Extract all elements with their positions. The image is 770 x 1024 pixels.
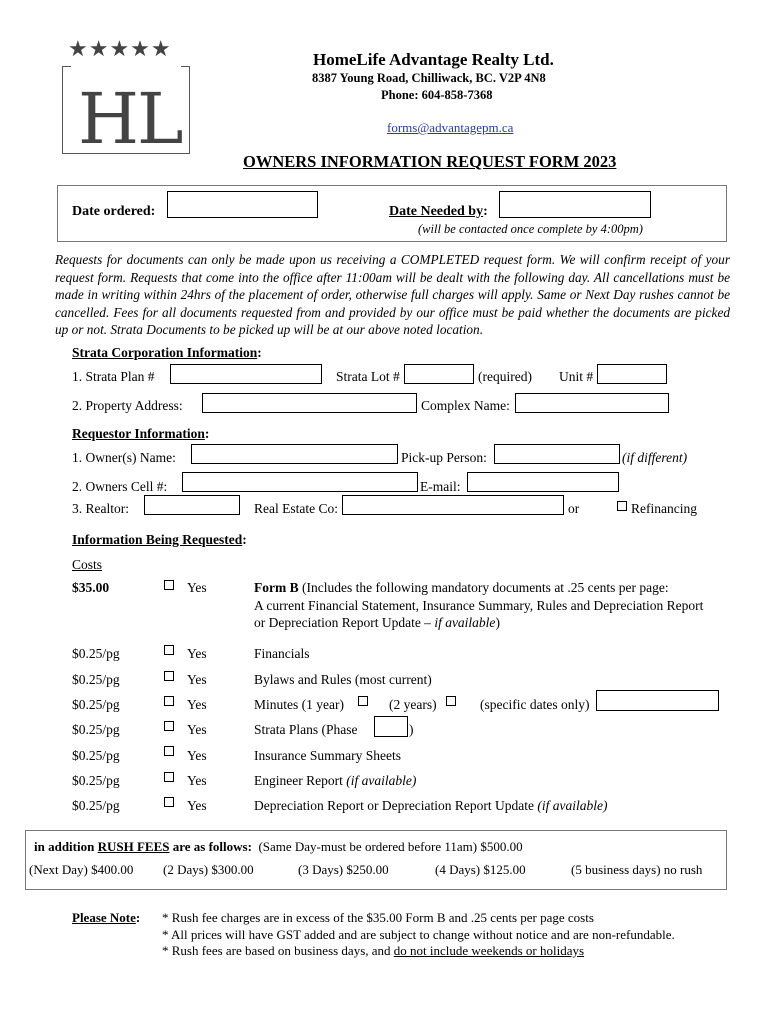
rush-four-days: (4 Days) $125.00 xyxy=(435,862,526,877)
company-phone: Phone: 604-858-7368 xyxy=(381,88,493,102)
company-name: HomeLife Advantage Realty Ltd. xyxy=(313,50,554,69)
depreciation-report-checkbox[interactable] xyxy=(164,797,174,807)
unit-field[interactable] xyxy=(597,364,667,384)
date-needed-colon: : xyxy=(483,204,488,219)
item-yes: Yes xyxy=(187,646,207,661)
owners-name-label: 1. Owner(s) Name: xyxy=(72,450,176,465)
info-heading-colon: : xyxy=(242,532,247,547)
pickup-person-label: Pick-up Person: xyxy=(401,450,487,465)
note-line-2: * All prices will have GST added and are subject to change without notice and are non-refundable. xyxy=(162,927,675,942)
refinancing-checkbox[interactable] xyxy=(617,501,627,511)
item-yes: Yes xyxy=(187,722,207,737)
info-heading xyxy=(72,532,247,548)
refinancing-label: Refinancing xyxy=(631,501,697,516)
real-estate-co-field[interactable] xyxy=(342,495,564,515)
strata-plans-checkbox[interactable] xyxy=(164,721,174,731)
intro-paragraph: Requests for documents can only be made upon us receiving a COMPLETED request form. We will confirm receipt of your request form. Requests that come into the office after 11:00am will be dealt with the following day. All cancellations must be made in writing within 24hrs of the placement of order, otherwise full charges will apply. Same or Next Day rushes cannot be cancelled. Fees for all documents requested from and provided by our office must be paid whether the documents are picked up or not. Strata Documents to be picked up will be at our above noted location. xyxy=(55,252,730,337)
please-note-text: Please Note xyxy=(72,910,136,925)
note-line-3 xyxy=(162,943,584,959)
realtor-label: 3. Realtor: xyxy=(72,501,129,516)
strata-lot-field[interactable] xyxy=(404,364,474,384)
engineer-report-checkbox[interactable] xyxy=(164,772,174,782)
rush-fees-heading xyxy=(34,839,523,855)
company-address: 8387 Young Road, Chilliwack, BC. V2P 4N8 xyxy=(312,71,546,85)
strata-heading-colon: : xyxy=(257,345,262,360)
property-address-label: 2. Property Address: xyxy=(72,398,183,413)
depreciation-report-note: (if available) xyxy=(537,798,608,813)
item-price: $0.25/pg xyxy=(72,798,120,813)
specific-dates-label: (specific dates only) xyxy=(480,697,590,712)
pickup-person-field[interactable] xyxy=(494,444,620,464)
engineer-report-note: (if available) xyxy=(346,773,417,788)
item-desc xyxy=(254,798,608,814)
strata-lot-label: Strata Lot # xyxy=(336,369,400,384)
insurance-checkbox[interactable] xyxy=(164,746,174,756)
minutes-1yr-checkbox[interactable] xyxy=(358,696,368,706)
date-needed-label xyxy=(389,204,488,220)
requestor-heading xyxy=(72,426,209,442)
item-price: $0.25/pg xyxy=(72,748,120,763)
realtor-field[interactable] xyxy=(144,495,240,515)
engineer-report-text: Engineer Report xyxy=(254,773,347,788)
minutes-checkbox[interactable] xyxy=(164,696,174,706)
bylaws-checkbox[interactable] xyxy=(164,671,174,681)
info-heading-text: Information Being Requested xyxy=(72,532,243,547)
date-needed-field[interactable] xyxy=(499,191,651,218)
item-desc: Minutes (1 year) xyxy=(254,697,344,712)
email-label: E-mail: xyxy=(420,479,461,494)
item-yes: Yes xyxy=(187,672,207,687)
item-price: $0.25/pg xyxy=(72,722,120,737)
item-price: $0.25/pg xyxy=(72,672,120,687)
property-address-field[interactable] xyxy=(202,393,417,413)
form-b-line1-text: (Includes the following mandatory documents at .25 cents per page: xyxy=(298,580,669,595)
date-ordered-label: Date ordered: xyxy=(72,204,156,219)
date-needed-note: (will be contacted once complete by 4:00pm) xyxy=(418,222,643,236)
form-b-line3-text: or Depreciation Report Update – xyxy=(254,615,435,630)
rush-five-days: (5 business days) no rush xyxy=(571,862,703,877)
form-b-line2: A current Financial Statement, Insurance Summary, Rules and Depreciation Report xyxy=(254,598,704,613)
strata-lot-required: (required) xyxy=(478,369,532,384)
requestor-heading-text: Requestor Information xyxy=(72,426,205,441)
rush-lead: in addition xyxy=(34,839,98,854)
note-line-1: * Rush fee charges are in excess of the $35.00 Form B and .25 cents per page costs xyxy=(162,910,594,925)
please-note-label xyxy=(72,910,140,926)
item-price: $0.25/pg xyxy=(72,646,120,661)
phase-field[interactable] xyxy=(374,716,408,737)
strata-plan-field[interactable] xyxy=(170,364,322,384)
form-b-checkbox[interactable] xyxy=(164,580,174,590)
please-note-colon: : xyxy=(135,910,141,925)
email-field[interactable] xyxy=(467,472,619,492)
minutes-2yr-checkbox[interactable] xyxy=(446,696,456,706)
rush-next-day: (Next Day) $400.00 xyxy=(29,862,134,877)
form-b-yes: Yes xyxy=(187,580,207,595)
logo-initials: HL xyxy=(78,78,182,160)
rush-fees-label: RUSH FEES xyxy=(97,839,170,854)
form-b-title: Form B xyxy=(254,580,299,595)
real-estate-co-label: Real Estate Co: xyxy=(254,501,338,516)
item-desc xyxy=(254,773,416,789)
stars-icon: ★★★★★ xyxy=(68,36,172,61)
costs-heading: Costs xyxy=(72,557,103,572)
owners-cell-label: 2. Owners Cell #: xyxy=(72,479,168,494)
owners-cell-field[interactable] xyxy=(182,472,418,492)
item-yes: Yes xyxy=(187,773,207,788)
note-line-3-emphasis: do not include weekends or holidays xyxy=(393,943,585,958)
form-title: OWNERS INFORMATION REQUEST FORM 2023 xyxy=(243,152,617,171)
item-yes: Yes xyxy=(187,748,207,763)
unit-label: Unit # xyxy=(559,369,594,384)
financials-checkbox[interactable] xyxy=(164,645,174,655)
depreciation-report-text: Depreciation Report or Depreciation Report Update xyxy=(254,798,538,813)
date-needed-text: Date Needed by xyxy=(389,204,484,219)
item-desc: Insurance Summary Sheets xyxy=(254,748,401,763)
note-line-3-text: * Rush fees are based on business days, and xyxy=(162,943,394,958)
form-b-line1 xyxy=(254,580,669,596)
strata-plan-label: 1. Strata Plan # xyxy=(72,369,155,384)
date-ordered-field[interactable] xyxy=(167,191,318,218)
requestor-heading-colon: : xyxy=(204,426,210,441)
company-email-link[interactable]: forms@advantagepm.ca xyxy=(387,120,514,135)
rush-same-day: (Same Day-must be ordered before 11am) $500.00 xyxy=(258,839,523,854)
form-b-line3 xyxy=(254,615,500,631)
form-b-close-paren: ) xyxy=(495,615,500,630)
rush-two-days: (2 Days) $300.00 xyxy=(163,862,254,877)
strata-heading xyxy=(72,345,262,361)
rush-as-follows: are as follows: xyxy=(169,839,252,854)
form-b-if-available: if available xyxy=(434,615,496,630)
or-text: or xyxy=(568,501,580,516)
item-desc: Strata Plans (Phase xyxy=(254,722,358,737)
phase-close-paren: ) xyxy=(409,722,414,737)
specific-dates-field[interactable] xyxy=(596,690,719,711)
complex-name-label: Complex Name: xyxy=(421,398,510,413)
item-desc: Bylaws and Rules (most current) xyxy=(254,672,432,687)
item-desc: Financials xyxy=(254,646,310,661)
item-yes: Yes xyxy=(187,697,207,712)
rush-three-days: (3 Days) $250.00 xyxy=(298,862,389,877)
item-price: $0.25/pg xyxy=(72,697,120,712)
minutes-2yr-label: (2 years) xyxy=(389,697,437,712)
if-different-note: (if different) xyxy=(622,450,688,465)
company-logo xyxy=(62,36,190,160)
form-b-price: $35.00 xyxy=(72,580,110,595)
owners-name-field[interactable] xyxy=(191,444,398,464)
strata-heading-text: Strata Corporation Information xyxy=(72,345,258,360)
item-yes: Yes xyxy=(187,798,207,813)
item-price: $0.25/pg xyxy=(72,773,120,788)
complex-name-field[interactable] xyxy=(515,393,669,413)
